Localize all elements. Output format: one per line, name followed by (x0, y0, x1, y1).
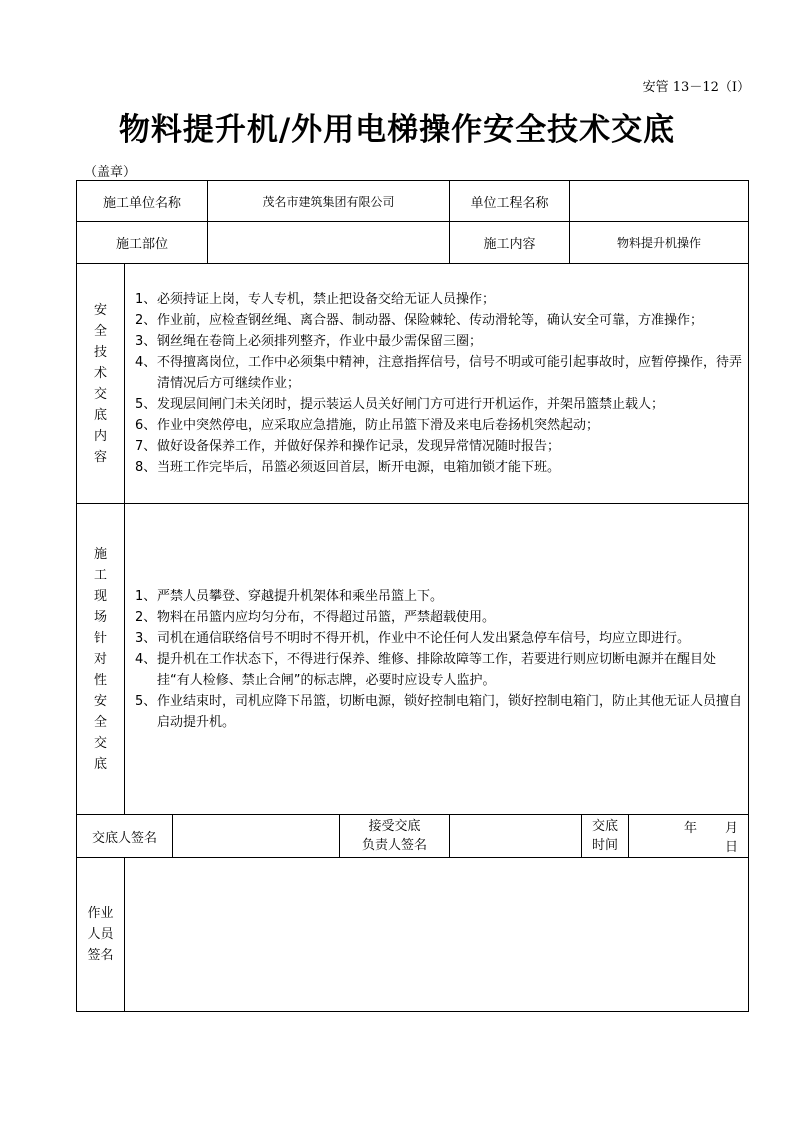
receiver-signature-label: 接受交底 负责人签名 (340, 815, 450, 858)
list-item: 4、 提升机在工作状态下，不得进行保养、维修、排除故障等工作，若要进行则应切断电源并在醒目处挂“有人检修、禁止合闸”的标志牌，必要时应设专人监护。 (135, 651, 717, 688)
project-name-label: 单位工程名称 (450, 181, 570, 222)
receiver-signature-field[interactable] (450, 815, 582, 858)
list-item: 7、 做好设备保养工作，并做好保养和操作记录，发现异常情况随时报告； (135, 439, 561, 454)
briefing-date-field[interactable] (629, 815, 749, 858)
list-item: 8、 当班工作完毕后，吊篮必须返回首层，断开电源，电箱加锁才能下班。 (135, 460, 561, 475)
list-item: 4、 不得擅离岗位，工作中必须集中精神，注意指挥信号，信号不明或可能引起事故时，应暂停操作，待弄清情况后方可继续作业； (135, 355, 743, 391)
location-label: 施工部位 (77, 222, 208, 264)
safety-content-label: 安 全 技 术 交 底 内 容 (77, 264, 125, 504)
project-name-value[interactable] (570, 181, 749, 222)
unit-name-value[interactable]: 茂名市建筑集团有限公司 (208, 181, 450, 222)
day-label: 日 (725, 840, 739, 855)
month-label: 月 (725, 821, 739, 836)
list-item: 3、 司机在通信联络信号不明时不得开机，作业中不论任何人发出紧急停车信号，均应立即进行。 (135, 630, 691, 646)
briefer-signature-label: 交底人签名 (77, 815, 173, 858)
site-specific-label: 施 工 现 场 针 对 性 安 全 交 底 (77, 504, 125, 815)
site-specific-list (125, 504, 749, 815)
workers-signature-label: 作业 人员 签名 (77, 858, 125, 1012)
content-label: 施工内容 (450, 222, 570, 264)
list-item: 3、 钢丝绳在卷筒上必须排列整齐，作业中最少需保留三圈； (135, 334, 483, 349)
form-code: 安管 13－12（Ⅰ） (642, 80, 750, 95)
list-item: 1、 必须持证上岗，专人专机，禁止把设备交给无证人员操作； (135, 292, 496, 307)
content-value[interactable]: 物料提升机操作 (570, 222, 749, 264)
briefer-signature-field[interactable] (173, 815, 340, 858)
unit-name-label: 施工单位名称 (77, 181, 208, 222)
safety-content-list (125, 264, 749, 504)
list-item: 5、 发现层间闸门未关闭时，提示装运人员关好闸门方可进行开机运作，并架吊篮禁止载人； (135, 397, 665, 412)
page-title: 物料提升机/外用电梯操作安全技术交底 (118, 112, 676, 148)
year-label: 年 (684, 821, 698, 836)
list-item: 1、 严禁人员攀登、穿越提升机架体和乘坐吊篮上下。 (135, 588, 444, 604)
list-item: 6、 作业中突然停电，应采取应急措施，防止吊篮下滑及来电后卷扬机突然起动； (135, 418, 600, 433)
briefing-time-label: 交底 时间 (582, 815, 629, 858)
workers-signature-field[interactable] (125, 858, 749, 1012)
list-item: 5、 作业结束时，司机应降下吊篮，切断电源，锁好控制电箱门，锁好控制电箱门，防止其他无证人员擅自启动提升机。 (135, 693, 743, 730)
list-item: 2、 物料在吊篮内应均匀分布，不得超过吊篮，严禁超载使用。 (135, 609, 496, 625)
location-value[interactable] (208, 222, 450, 264)
briefing-table (76, 180, 749, 1012)
seal-label: （盖章） (84, 165, 137, 180)
list-item: 2、 作业前，应检查钢丝绳、离合器、制动器、保险棘轮、传动滑轮等，确认安全可靠，方准操作； (135, 313, 704, 328)
